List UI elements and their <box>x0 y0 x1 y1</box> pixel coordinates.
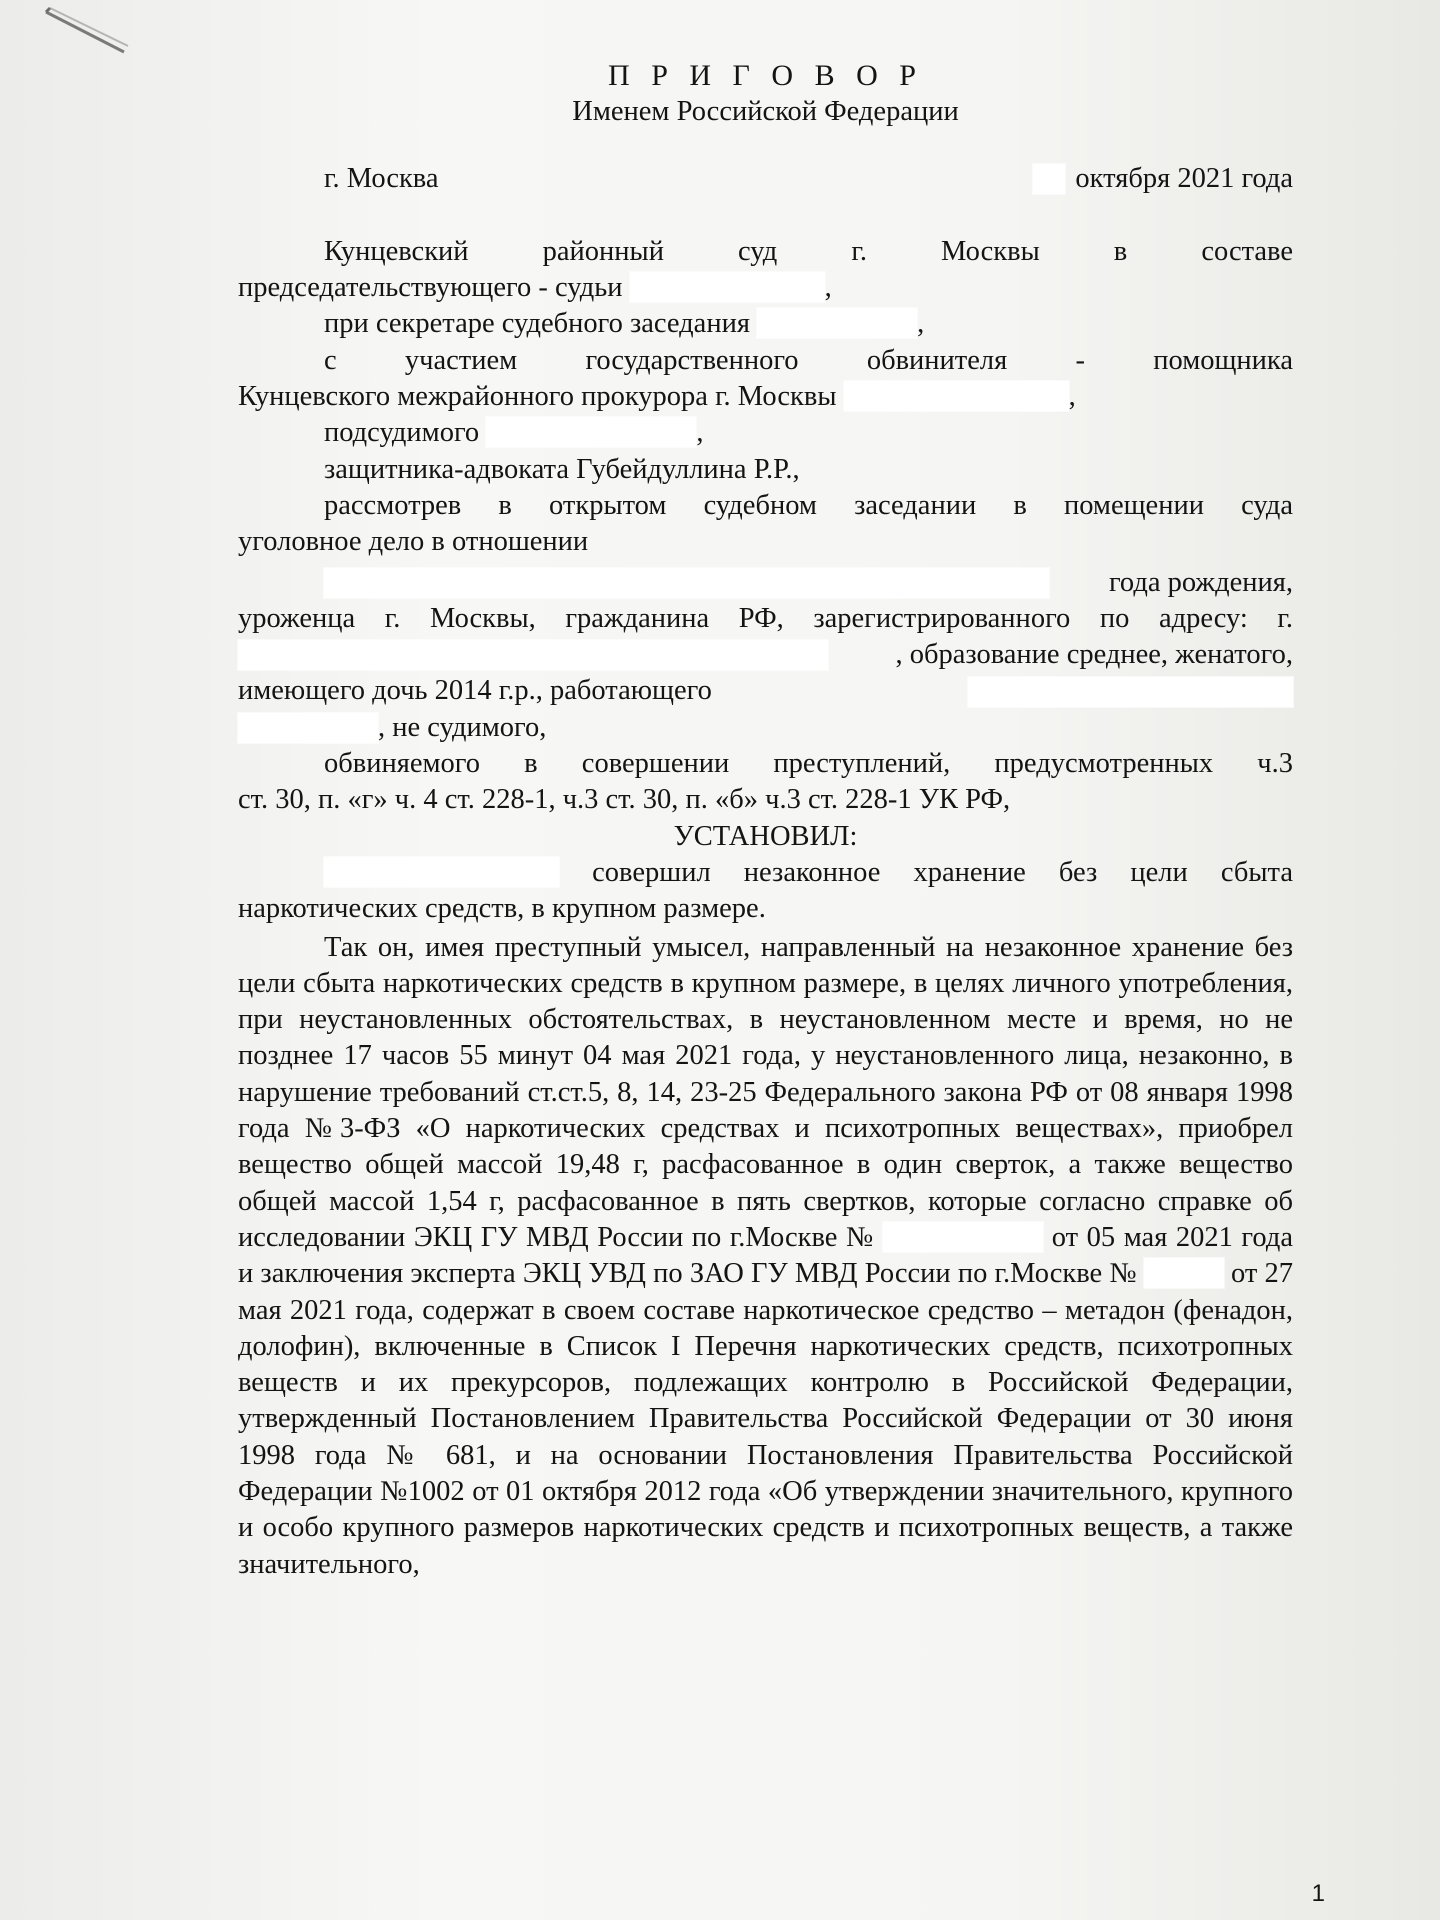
redaction-block <box>324 568 1049 598</box>
lawyer-line: защитника-адвоката Губейдуллина Р.Р., <box>324 453 800 485</box>
court-line-1: Кунцевский районный суд г. Москвы в составе <box>324 235 1293 267</box>
charged-line-1: обвиняемого в совершении преступлений, предусмотренных ч.3 <box>324 748 1293 780</box>
city: г. Москва <box>324 162 439 194</box>
established-heading: УСТАНОВИЛ: <box>673 820 858 852</box>
child-line: имеющего дочь 2014 г.р., работающего <box>238 673 1293 709</box>
verdict-text <box>238 58 1293 1583</box>
redaction-block <box>486 417 696 447</box>
page-number: 1 <box>1311 1880 1325 1907</box>
redaction-block <box>1144 1258 1224 1288</box>
redaction-block <box>968 677 1293 707</box>
redaction-block <box>883 1222 1043 1252</box>
prosecutor-line-2: Кунцевского межрайонного прокурора г. Москвы , <box>238 381 1076 413</box>
redaction-block <box>1033 164 1065 194</box>
considered-line-2: уголовное дело в отношении <box>238 526 589 558</box>
redaction-block <box>324 857 559 887</box>
defendant-line: подсудимого , <box>324 417 704 449</box>
charged-line-2: ст. 30, п. «г» ч. 4 ст. 228-1, ч.3 ст. 30, п. «б» ч.3 ст. 228-1 УК РФ, <box>238 784 1011 816</box>
redaction-block <box>238 713 378 743</box>
redaction-block <box>238 640 828 670</box>
staple-icon <box>40 6 130 62</box>
considered-line-1: рассмотрев в открытом судебном заседании в помещении суда <box>324 489 1293 521</box>
birth-line: года рождения, <box>238 565 1293 601</box>
established-paragraph-2: Так он, имея преступный умысел, направленный на незаконное хранение без цели сбыта наркотических средств в крупном размере, в целях личного употребления, при неустановленных обстоятельствах, в неустановленном месте и время, но не позднее 17 часов 55 минут 04 мая 2021 года, у неустановленного лица, незаконно, в нарушение требований ст.ст.5, 8, 14, 23-25 Федерального закона РФ от 08 января 1998 года №3-ФЗ «О наркотических средствах и психотропных веществах», приобрел вещество общей массой 19,48 г, расфасованное в один сверток, а также вещество общей массой 1,54 г, расфасованное в пять свертков, которые согласно справке об исследовании ЭКЦ ГУ МВД России по г.Москве № от 05 мая 2021 года и заключения эксперта ЭКЦ УВД по ЗАО ГУ МВД России по г.Москве № от 27 мая 2021 года, содержат в своем составе наркотическое средство – метадон (фенадон, долофин), включенные в Список I Перечня наркотических средств, психотропных веществ и их прекурсоров, подлежащих контролю в Российской Федерации, утвержденный Постановлением Правительства Российской Федерации от 30 июня 1998 года № 681, и на основании Постановления Правительства Российской Федерации №1002 от 01 октября 2012 года «Об утверждении значительного, крупного и особо крупного размеров наркотических средств и психотропных веществ, а также значительного, <box>238 931 1293 1580</box>
education-line: , образование среднее, женатого, <box>238 637 1293 673</box>
redaction-block <box>630 272 825 302</box>
prosecutor-line-1: с участием государственного обвинителя - помощника <box>324 344 1293 376</box>
established-paragraph-1: совершил незаконное хранение без цели сбыта наркотических средств, в крупном размере. <box>238 856 1293 925</box>
court-line-2: председательствующего - судьи , <box>238 272 832 304</box>
verdict-date: октября 2021 года <box>1033 161 1293 197</box>
document-subtitle: Именем Российской Федерации <box>572 96 959 128</box>
secretary-line: при секретаре судебного заседания , <box>324 308 925 340</box>
redaction-block <box>844 381 1069 411</box>
not-convicted-line: , не судимого, <box>238 710 1293 746</box>
document-title: П Р И Г О В О Р <box>608 59 923 92</box>
redaction-block <box>757 308 917 338</box>
place-date-row <box>238 161 1293 197</box>
native-line: уроженца г. Москвы, гражданина РФ, зарегистрированного по адресу: г. <box>238 602 1293 634</box>
